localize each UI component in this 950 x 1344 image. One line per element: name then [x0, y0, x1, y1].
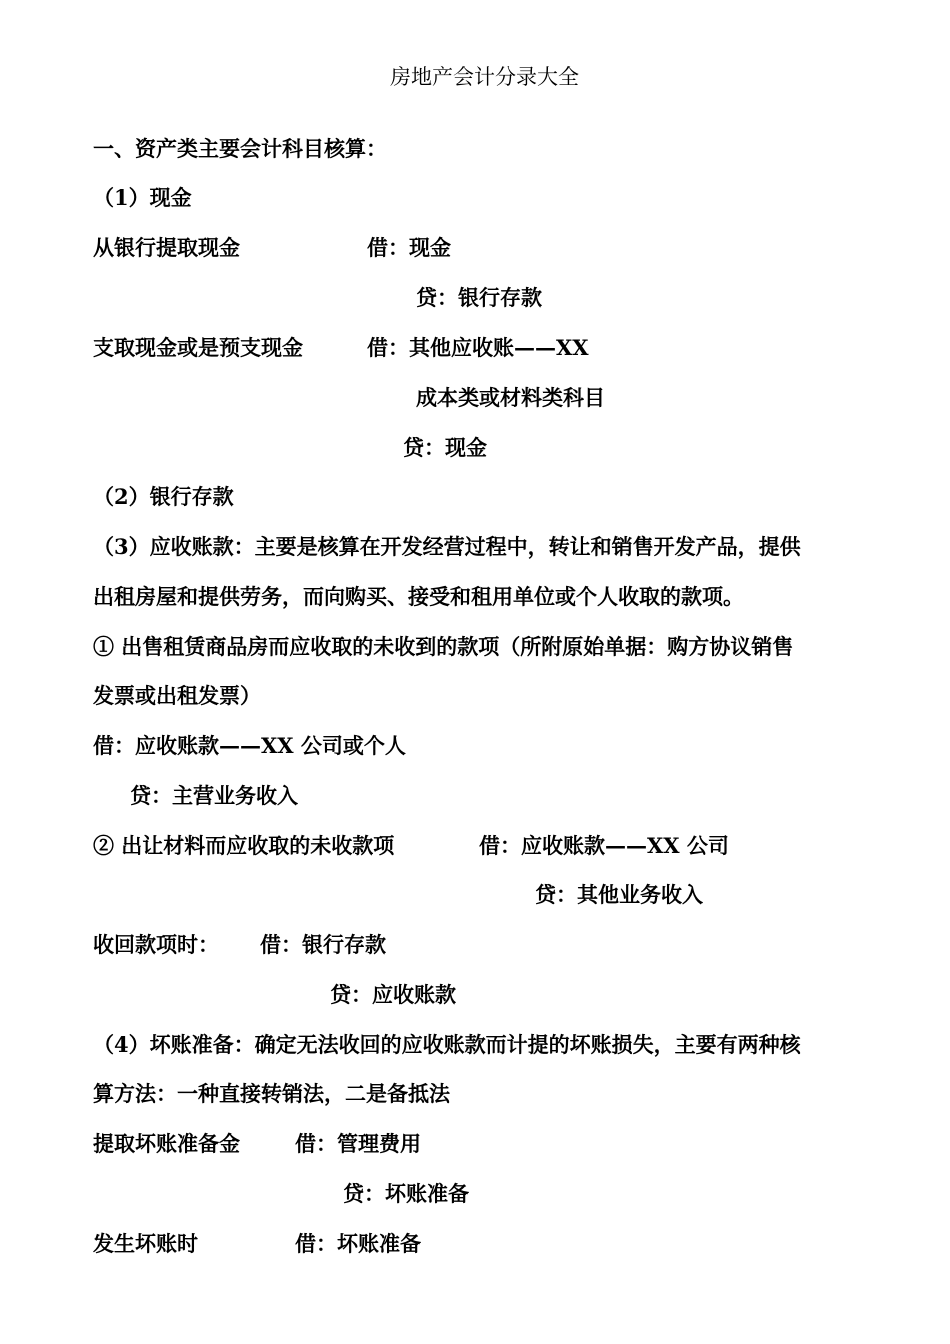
- entry-debit: 借：应收账款——XX 公司: [479, 833, 729, 858]
- entry-debit-secondary: 成本类或材料类科目: [416, 385, 605, 410]
- entry-credit: 贷：应收账款: [330, 982, 456, 1007]
- entry-credit: 贷：银行存款: [416, 285, 542, 310]
- entry-credit: 贷：现金: [403, 435, 487, 460]
- paragraph-line: 算方法：一种直接转销法，二是备抵法: [93, 1081, 450, 1106]
- page-title: 房地产会计分录大全: [390, 65, 579, 89]
- subsection-bank-deposit-heading: （2）银行存款: [93, 484, 234, 509]
- list-item-line: ① 出售租赁商品房而应收取的未收到的款项（所附原始单据：购方协议销售: [93, 634, 794, 659]
- entry-debit: 借：管理费用: [295, 1131, 421, 1156]
- entry-credit: 贷：主营业务收入: [130, 783, 298, 808]
- entry-debit: 借：坏账准备: [295, 1231, 421, 1256]
- entry-debit: 借：银行存款: [260, 932, 386, 957]
- paragraph-line: （4）坏账准备：确定无法收回的应收账款而计提的坏账损失，主要有两种核: [93, 1032, 801, 1057]
- entry-debit: 借：应收账款——XX 公司或个人: [93, 733, 406, 758]
- entry-desc: 发生坏账时: [93, 1231, 198, 1256]
- entry-desc: 收回款项时：: [93, 932, 219, 957]
- list-item-line: ② 出让材料而应收取的未收款项: [93, 833, 395, 858]
- section-heading-assets: 一、资产类主要会计科目核算：: [93, 136, 387, 161]
- entry-credit: 贷：坏账准备: [343, 1181, 469, 1206]
- entry-debit: 借：其他应收账——XX: [367, 335, 589, 360]
- entry-desc: 提取坏账准备金: [93, 1131, 240, 1156]
- paragraph-line: 出租房屋和提供劳务，而向购买、接受和租用单位或个人收取的款项。: [93, 584, 744, 609]
- subsection-cash-heading: （1）现金: [93, 185, 192, 210]
- entry-desc: 从银行提取现金: [93, 235, 240, 260]
- entry-desc: 支取现金或是预支现金: [93, 335, 303, 360]
- paragraph-line: （3）应收账款：主要是核算在开发经营过程中，转让和销售开发产品，提供: [93, 534, 801, 559]
- list-item-line: 发票或出租发票）: [93, 683, 261, 708]
- entry-debit: 借：现金: [367, 235, 451, 260]
- entry-credit: 贷：其他业务收入: [535, 882, 703, 907]
